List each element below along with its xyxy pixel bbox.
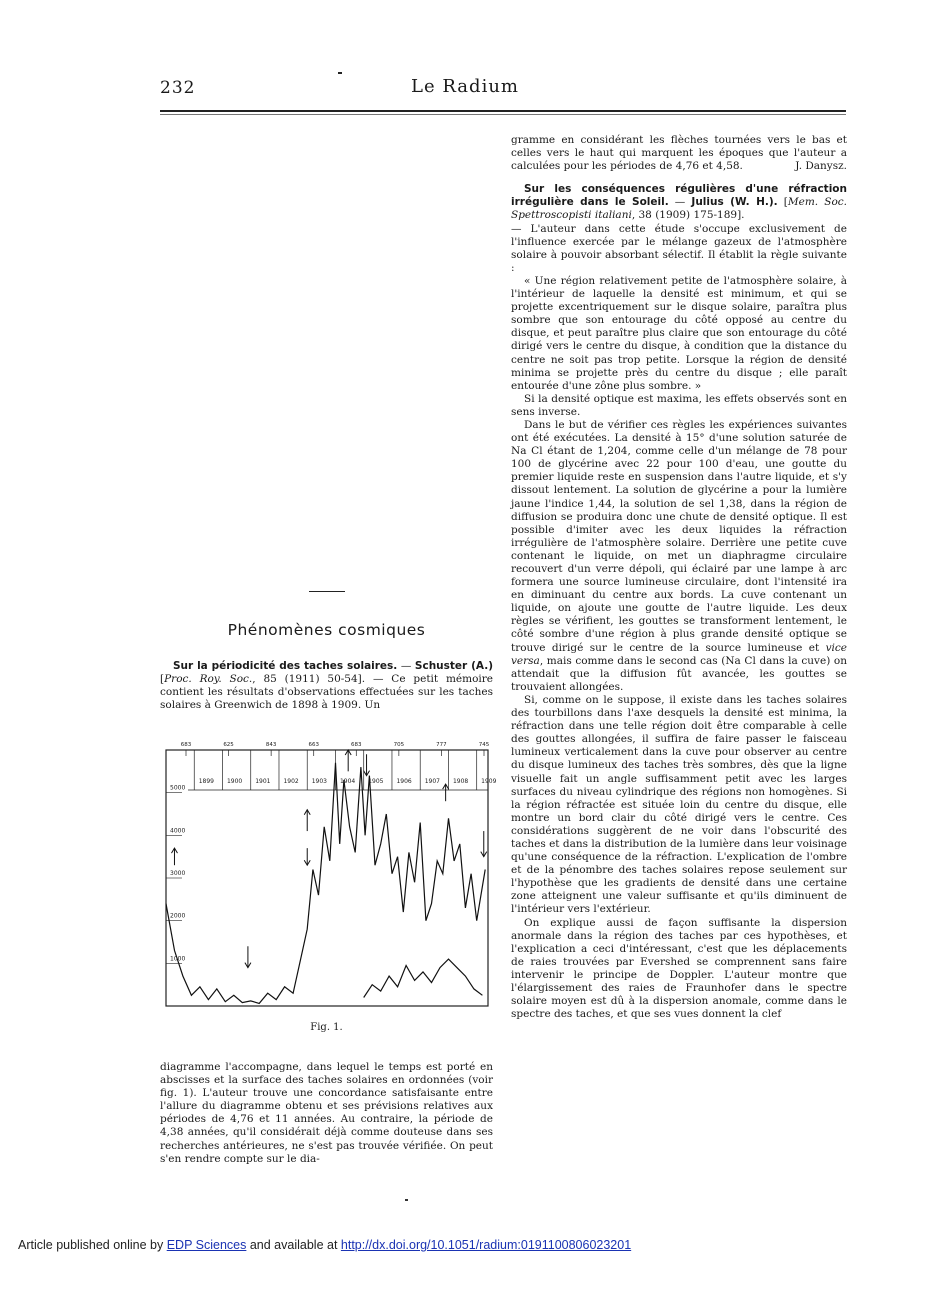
year-label: 1900: [226, 778, 243, 785]
article1-body: diagramme l'accompagne, dans lequel le temps est porté en abscisses et la surface des taches solaires en ordonnées (voir fig. 1). L'auteur trouve une concordance satisfaisante entre l'allure du diagramme obtenu et ses prévisions relatives aux périodes de 4,76 et 11 années. Au contraire, la période de 4,38 années, qu'il considérait déjà comme douteuse dans ses recherches antérieures, ne s'est pas trouvée vérifiée. On peut s'en rendre compte sur le dia-: [160, 1061, 493, 1165]
year-label: 1903: [311, 778, 327, 785]
section-title: Phénomènes cosmiques: [227, 621, 426, 639]
journal-title: Le Radium: [411, 76, 519, 97]
page-number: 232: [160, 78, 196, 98]
article2-para-3: Si la densité optique est maxima, les effets observés sont en sens inverse.: [511, 392, 847, 418]
article1-intro: Sur la périodicité des taches solaires. — Schuster (A.) [Proc. Roy. Soc., 85 (1911) 50-54]. — Ce petit mémoire contient les résultats d'observations effectuées sur les taches solaires à Greenwich de 1898 à 1909. Un: [160, 660, 494, 712]
article2-journal: Mem. Soc. Spettroscopisti italiani: [511, 196, 847, 222]
year-label: 1899: [198, 778, 215, 785]
prev-article-tail: gramme en considérant les flèches tournées vers le bas et celles vers le haut qui marquent les époques que l'auteur a calculées pour les périodes de 4,76 et 4,58. J. Danysz.: [511, 134, 847, 173]
year-label: 1901: [255, 778, 271, 785]
y-tick-label: 5000: [170, 784, 186, 792]
article1-title: Sur la périodicité des taches solaires.: [173, 660, 398, 672]
y-tick-label: 3000: [170, 870, 186, 877]
year-label: 1902: [283, 778, 299, 785]
top-tick-label: 683: [180, 742, 192, 748]
year-label: 1906: [396, 778, 412, 785]
article1-journal: Proc. Roy. Soc.: [164, 673, 253, 686]
series-line-1: [166, 763, 485, 1004]
article2-para-4: Dans le but de vérifier ces règles les expériences suivantes ont été exécutées. La densité à 15° d'une solution saturée de Na Cl étant de 1,204, comme celle d'un mélange de 78 pour 100 de glycérine avec 22 pour 100 d'eau, une goutte du premier liquide reste en suspension dans l'autre liquide, et s'y dissout lentement. La solution de glycérine a pour la lumière jaune l'indice 1,44, la solution de sel 1,38, dans la région de diffusion se produira donc une chute de densité optique. Il est possible d'imiter avec les deux liquides la réfraction irrégulière de l'atmosphère solaire. Derrière une petite cuve contenant le liquide, on met un diaphragme circulaire recouvert d'un verre dépoli, qui éclairé par une lampe à arc formera une source lumineuse circulaire, dont l'intensité ira en diminuant du centre aux bords. La cuve contenant un liquide, on ajoute une goutte de l'autre liquide. Les deux règles se vérifient, les gouttes se transforment lentement, le côté sombre d'une région à plus grande densité optique se trouve dirigé sur le centre de la source lumineuse et vice versa, mais comme dans le second cas (Na Cl dans la cuve) on attendait que la diffusion fût avancée, les gouttes se trouvaient allongées.: [511, 418, 847, 693]
top-tick-label: 843: [265, 742, 277, 748]
section-divider: [309, 591, 345, 592]
y-tick-label: 1000: [170, 955, 186, 963]
header-rule-thin: [160, 114, 846, 115]
top-tick-label: 745: [478, 742, 490, 748]
top-tick-label: 777: [436, 742, 447, 748]
series-line-2: [364, 959, 483, 997]
article2-para-2: « Une région relativement petite de l'atmosphère solaire, à l'intérieur de laquelle la densité est minimum, et qui se projette excentriquement sur le disque solaire, paraîtra plus sombre que son entourage du côté opposé au centre du disque, et peut paraître plus claire que son entourage du côté dirigé vers le centre du disque, à condition que la distance du centre ne soit pas trop petite. Lorsque la région de densité minima se projette près du centre du disque ; elle paraît entourée d'une zône plus sombre. »: [511, 274, 847, 392]
article1-author: Schuster (A.): [414, 660, 494, 672]
article2-para-5: Si, comme on le suppose, il existe dans les taches solaires des tourbillons dans l'axe desquels la densité est minima, la réfraction dans une telle région doit être comparable à celle des gouttes allongées, il suffira de faire passer le faisceau lumineux verticalement dans la cuve pour observer au centre du disque lumineux des taches très sombres, dès que la ligne visuelle fait un angle suffisamment petit avec les larges surfaces du niveau cylindrique des régions non homogènes. Si la région réfractée est située loin du centre du disque, elle montre un bord clair du côté dirigé vers le centre. Ces considérations suggèrent de ne voir dans l'obscurité des taches et dans la distribution de la lumière dans leur voisinage qu'une conséquence de la réfraction. L'explication de l'ombre et de la pénombre des taches solaires repose seulement sur l'hypothèse que les gradients de densité dans une certaine zone atteignent une valeur suffisante et qu'ils diminuent de l'intérieur vers l'extérieur.: [511, 693, 847, 916]
year-label: 1905: [368, 778, 384, 785]
year-label: 1909: [481, 778, 497, 785]
top-tick-label: 625: [223, 742, 234, 748]
sunspot-figure: [160, 736, 497, 1010]
article1-text: — Ce petit mémoire contient les résultats d'observations effectuées sur les taches solaires à Greenwich de 1898 à 1909. Un: [160, 673, 493, 712]
article2-para-1: — L'auteur dans cette étude s'occupe exclusivement de l'influence exercée par le mélange gazeux de l'atmosphère solaire à pouvoir absorbant sélectif. Il établit la règle suivante :: [511, 222, 847, 274]
article2-title: Sur les conséquences régulières d'une réfraction irrégulière dans le Soleil.: [511, 183, 847, 209]
article2-author: Julius (W. H.).: [691, 196, 778, 209]
ink-dot: [338, 72, 342, 74]
ink-dot-bottom: [405, 1199, 408, 1201]
y-tick-label: 2000: [170, 912, 186, 920]
header-rule: [160, 110, 846, 112]
footer: Article published online by EDP Sciences and available at http://dx.doi.org/10.1051/radium:0191100806023201: [18, 1238, 632, 1252]
sunspot-chart: [160, 736, 497, 1010]
article1-continuation: [160, 1061, 493, 1166]
article2-heading: Sur les conséquences régulières d'une réfraction irrégulière dans le Soleil. — Julius (W. H.). [Mem. Soc. Spettroscopisti italiani, 38 (1909) 175-189].: [511, 183, 847, 222]
top-tick-label: 683: [351, 742, 362, 748]
year-label: 1907: [424, 778, 440, 785]
doi-link[interactable]: http://dx.doi.org/10.1051/radium:0191100806023201: [340, 1238, 632, 1252]
publisher-link[interactable]: EDP Sciences: [166, 1238, 247, 1252]
article2-para-6: On explique aussi de façon suffisante la dispersion anormale dans la région des taches par ces hypothèses, et l'explication a ceci d'intéressant, c'est que les déplacements de raies trouvées par Evershed se comprennent sans faire intervenir le principe de Doppler. L'auteur montre que l'élargissement des raies de Fraunhofer dans le spectre solaire moyen est dû à la dispersion anomale, comme dans le spectre des taches, et que ses vues donnent la clef: [511, 916, 847, 1021]
prev-article-signature: J. Danysz.: [795, 160, 847, 173]
top-tick-label: 663: [308, 742, 319, 748]
top-tick-label: 705: [393, 742, 405, 748]
y-tick-label: 4000: [170, 827, 186, 835]
figure-caption: Fig. 1.: [310, 1022, 343, 1033]
year-label: 1904: [339, 778, 356, 785]
right-column: [511, 134, 847, 1021]
year-label: 1908: [452, 778, 469, 785]
